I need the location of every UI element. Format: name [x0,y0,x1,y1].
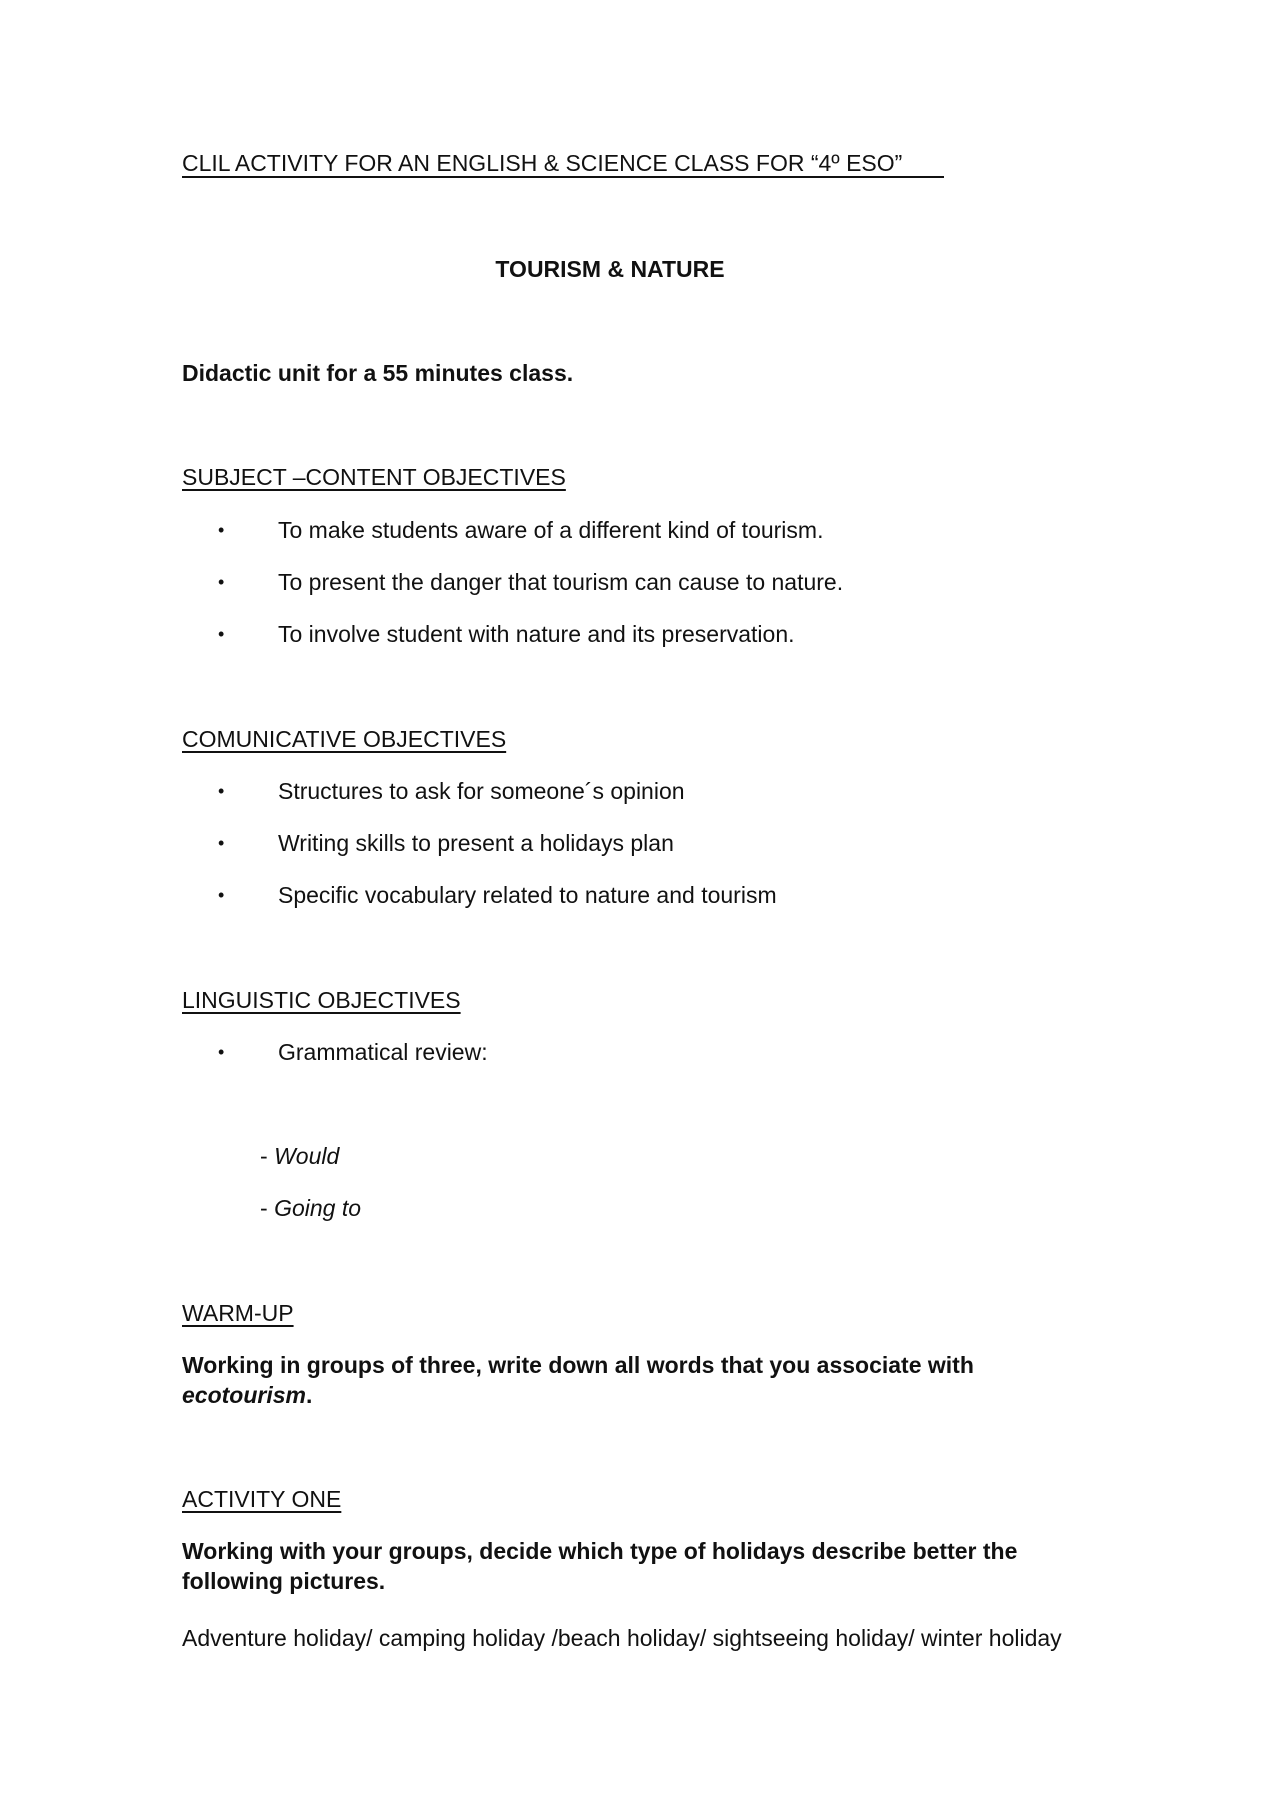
list-item [218,880,777,910]
list-item-text: Structures to ask for someone´s opinion [278,778,685,804]
dash-prefix: - [260,1195,275,1221]
list-item [218,1037,488,1067]
activity-one-options: Adventure holiday/ camping holiday /beach holiday/ sightseeing holiday/ winter holiday [182,1625,1062,1651]
bullet-icon: • [218,520,225,540]
list-item-text: Specific vocabulary related to nature and tourism [278,882,777,908]
bullet-icon: • [218,781,225,801]
section-heading-linguistic: LINGUISTIC OBJECTIVES [182,987,461,1013]
section-heading-activity-one: ACTIVITY ONE [182,1486,342,1512]
document-title: TOURISM & NATURE [495,256,725,282]
dash-prefix: - [260,1143,275,1169]
bullet-icon: • [218,833,225,853]
list-item-text: To involve student with nature and its preservation. [278,621,795,647]
bullet-icon: • [218,1042,225,1062]
activity-one-instruction-line2: following pictures. [182,1568,386,1594]
warmup-text: Working in groups of three, write down all words that you associate with [182,1352,974,1378]
section-heading-subject: SUBJECT –CONTENT OBJECTIVES [182,464,566,490]
list-item [218,619,795,649]
list-item [218,567,843,597]
warmup-instruction [182,1350,1082,1410]
list-item-text: To make students aware of a different kind of tourism. [278,517,824,543]
list-item-text: Grammatical review: [278,1039,488,1065]
list-item-text: Writing skills to present a holidays plan [278,830,674,856]
bullet-icon: • [218,885,225,905]
activity-one-instruction [182,1536,1082,1596]
list-item-text: To present the danger that tourism can cause to nature. [278,569,844,595]
grammar-subitem [260,1193,361,1223]
document-subtitle: Didactic unit for a 55 minutes class. [182,360,574,386]
grammar-subitem-text: Would [274,1143,340,1169]
bullet-icon: • [218,624,225,644]
grammar-subitem-text: Going to [274,1195,362,1221]
warmup-text-end: . [305,1382,313,1408]
list-item [218,776,685,806]
warmup-keyword: ecotourism [182,1382,306,1408]
section-heading-warmup: WARM-UP [182,1300,294,1326]
grammar-subitem [260,1141,339,1171]
list-item [218,515,823,545]
bullet-icon: • [218,572,225,592]
activity-one-instruction-line1: Working with your groups, decide which type of holidays describe better the [182,1538,1018,1564]
section-heading-communicative: COMUNICATIVE OBJECTIVES [182,726,507,752]
document-top-heading: CLIL ACTIVITY FOR AN ENGLISH & SCIENCE CLASS FOR “4º ESO” [182,150,903,176]
list-item [218,828,674,858]
top-heading-underline [182,176,944,178]
